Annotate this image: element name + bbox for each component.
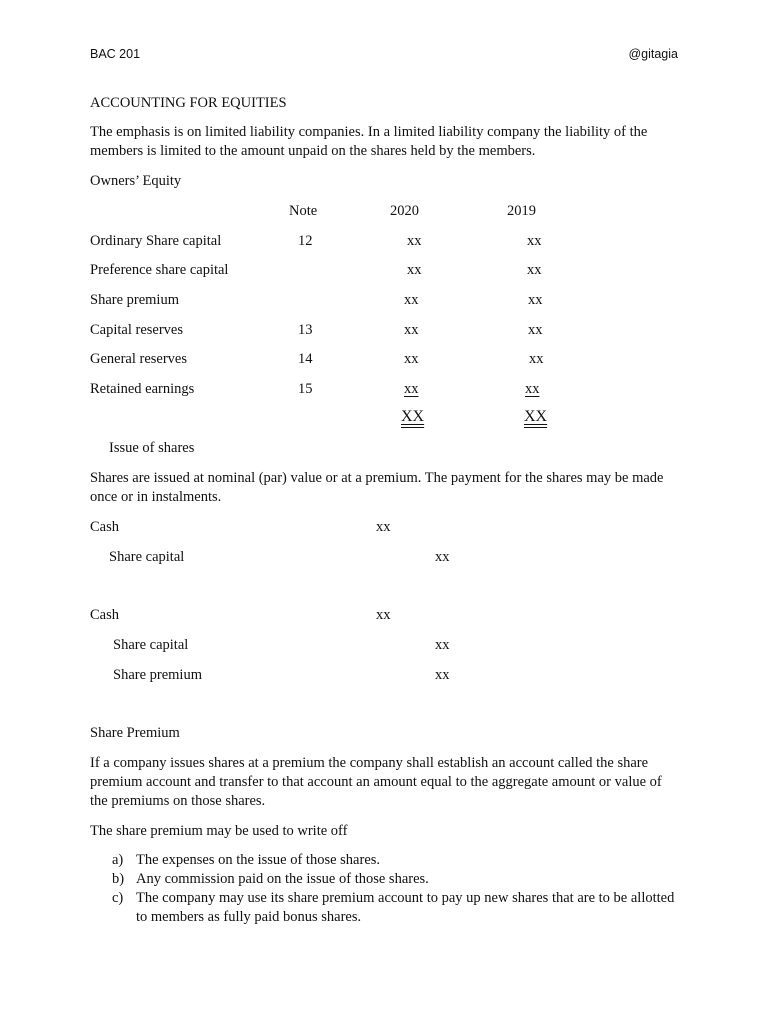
row-value-2020: xx xyxy=(407,233,422,249)
row-label: Preference share capital xyxy=(90,262,229,278)
page-title: ACCOUNTING FOR EQUITIES xyxy=(90,95,287,111)
list-item xyxy=(112,889,682,927)
column-header-note: Note xyxy=(289,203,318,219)
row-label: General reserves xyxy=(90,351,188,367)
row-value-2019: xx xyxy=(528,292,543,308)
list-item xyxy=(112,870,682,889)
owners-equity-heading: Owners’ Equity xyxy=(90,173,182,189)
row-label: Ordinary Share capital xyxy=(90,233,222,249)
list-marker: a) xyxy=(112,852,124,868)
list-text: Any commission paid on the issue of those shares. xyxy=(136,871,429,887)
credit-amount: xx xyxy=(435,637,450,653)
row-note: 15 xyxy=(298,381,313,397)
list-text: The expenses on the issue of those shares. xyxy=(136,852,381,868)
list-item xyxy=(112,851,682,870)
credit-amount: xx xyxy=(435,549,450,565)
row-label: Share premium xyxy=(90,292,179,308)
list-marker: c) xyxy=(112,890,124,906)
column-header-2019: 2019 xyxy=(507,203,536,219)
issue-of-shares-paragraph: Shares are issued at nominal (par) value or at a premium. The payment for the shares may be made once or in instalments. xyxy=(90,470,664,505)
row-note: 14 xyxy=(298,351,313,367)
row-value-2020: xx xyxy=(404,322,419,338)
debit-amount: xx xyxy=(376,519,391,535)
debit-account: Cash xyxy=(90,607,119,623)
uses-intro: The share premium may be used to write off xyxy=(90,823,348,839)
issue-of-shares-heading: Issue of shares xyxy=(109,440,195,456)
list-text: The company may use its share premium account to pay up new shares that are to be allotted to members as fully paid bonus shares. xyxy=(136,890,675,925)
row-value-2019: xx xyxy=(528,322,543,338)
credit-account: Share premium xyxy=(113,667,202,683)
row-label: Capital reserves xyxy=(90,322,184,338)
list-marker: b) xyxy=(112,871,125,887)
row-note: 13 xyxy=(298,322,313,338)
row-value-2020: xx xyxy=(407,262,422,278)
row-label: Retained earnings xyxy=(90,381,195,397)
credit-account: Share capital xyxy=(113,637,189,653)
column-header-2020: 2020 xyxy=(390,203,419,219)
row-value-2020: xx xyxy=(404,381,419,397)
row-value-2019: xx xyxy=(527,233,542,249)
debit-amount: xx xyxy=(376,607,391,623)
credit-amount: xx xyxy=(435,667,450,683)
row-value-2020: xx xyxy=(404,292,419,308)
credit-account: Share capital xyxy=(109,549,185,565)
row-value-2020: xx xyxy=(404,351,419,367)
total-2019: XX xyxy=(524,408,548,425)
header-handle: @gitagia xyxy=(628,47,678,61)
share-premium-heading: Share Premium xyxy=(90,725,180,741)
row-value-2019: xx xyxy=(529,351,544,367)
row-value-2019: xx xyxy=(525,381,540,397)
intro-paragraph: The emphasis is on limited liability companies. In a limited liability company the liability of the members is limited to the amount unpaid on the shares held by the members. xyxy=(90,124,648,159)
header-course: BAC 201 xyxy=(90,47,141,61)
row-value-2019: xx xyxy=(527,262,542,278)
row-note: 12 xyxy=(298,233,313,249)
share-premium-paragraph: If a company issues shares at a premium the company shall establish an account called the share premium account and transfer to that account an amount equal to the aggregate amount or value of the premiums on those shares. xyxy=(90,755,662,809)
debit-account: Cash xyxy=(90,519,119,535)
uses-list xyxy=(112,851,682,927)
total-2020: XX xyxy=(401,408,425,425)
